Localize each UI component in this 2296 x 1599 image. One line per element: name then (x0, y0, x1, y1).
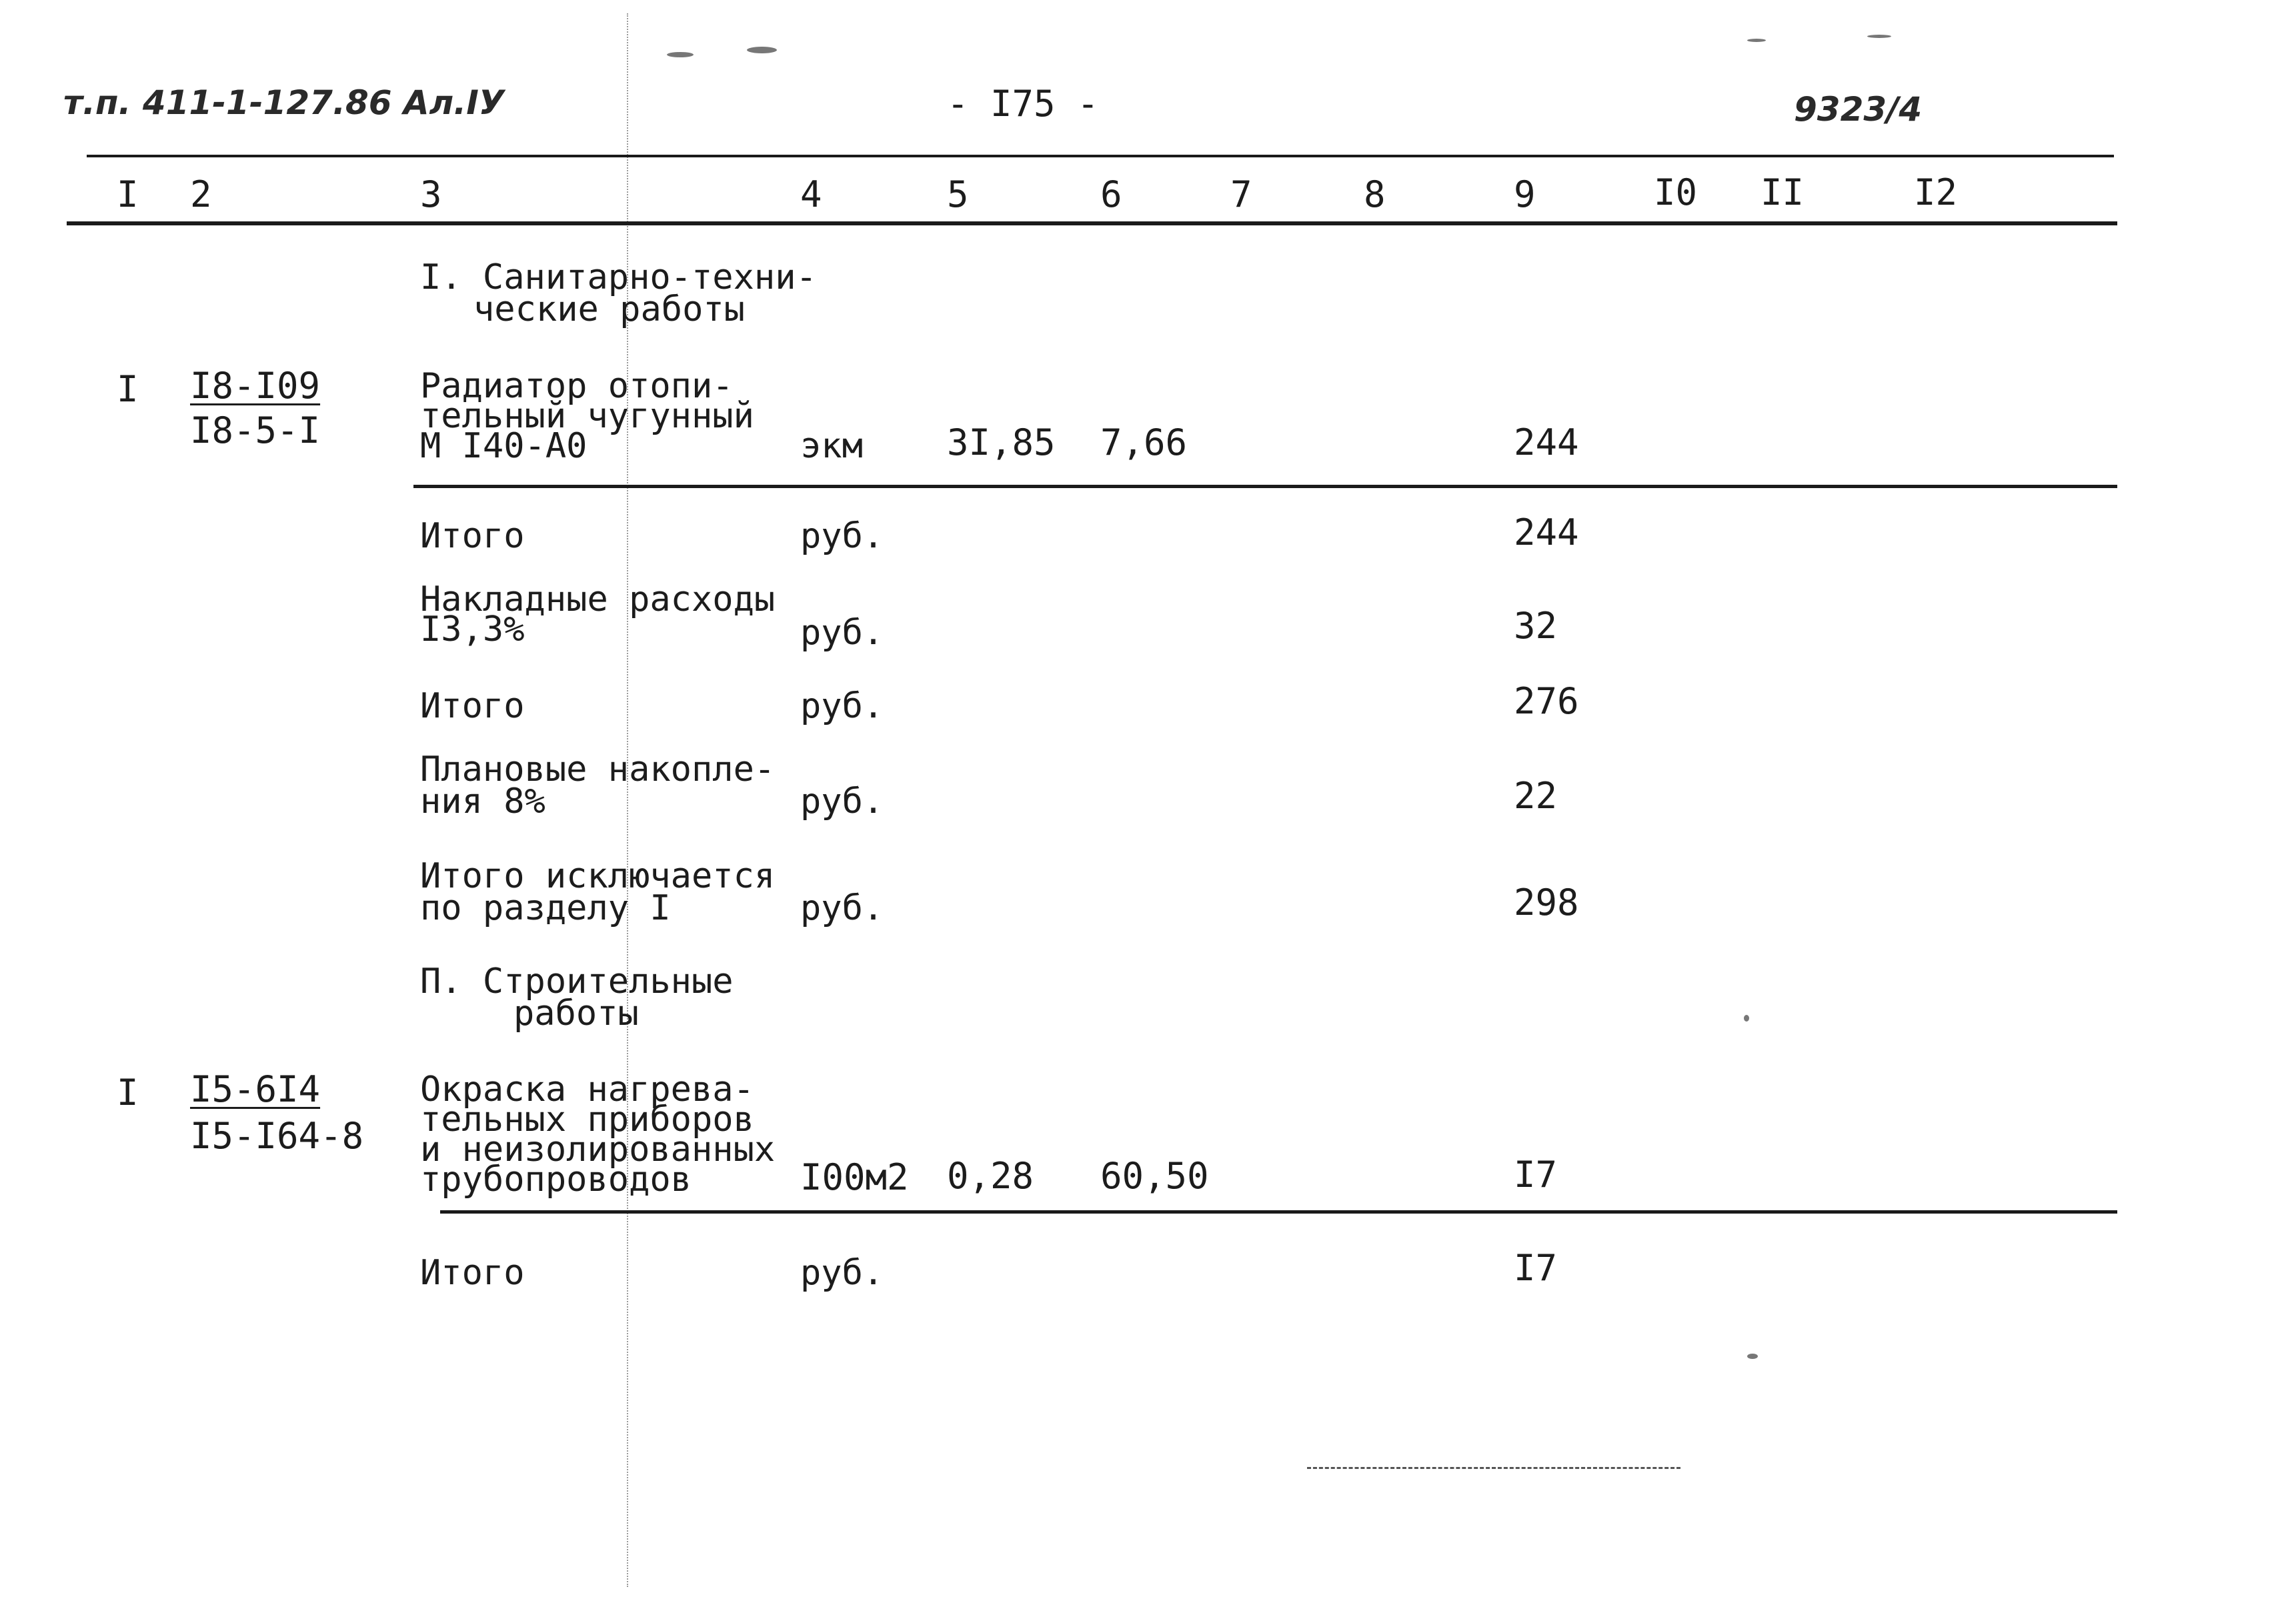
column-number: 9 (1514, 173, 1536, 215)
scan-speck (1867, 35, 1891, 38)
summary-label: Итого исключается (420, 856, 776, 896)
scan-speck (1747, 1354, 1758, 1359)
work-description-line: трубопроводов (420, 1160, 692, 1200)
work-description-line: тельный чугунный (420, 396, 754, 436)
total-cost: 244 (1514, 421, 1579, 463)
norm-code: I5-6I4 (190, 1068, 321, 1110)
summary-label: Накладные расходы (420, 579, 776, 619)
summary-label: Итого (420, 1253, 525, 1293)
summary-value: 276 (1514, 680, 1579, 722)
summary-value: 32 (1514, 605, 1558, 647)
summary-value: 244 (1514, 511, 1579, 553)
sheet-reference: 9323/4 (1794, 90, 1923, 129)
scan-artifact-dashes (1307, 1467, 1680, 1469)
summary-value: I7 (1514, 1247, 1558, 1289)
column-number: 3 (420, 173, 442, 215)
summary-label: Итого (420, 516, 525, 556)
summary-value: 22 (1514, 775, 1558, 817)
column-number: II (1761, 171, 1805, 213)
column-number: 2 (190, 173, 212, 215)
summary-unit: руб. (800, 516, 884, 556)
column-number: 6 (1100, 173, 1122, 215)
column-number: 8 (1364, 173, 1386, 215)
scan-speck (1747, 39, 1766, 42)
norm-code: I8-I09 (190, 365, 321, 407)
work-description-line: и неизолированных (420, 1130, 776, 1170)
section-title-line: I. Санитарно-техни- (420, 257, 817, 297)
summary-unit: руб. (800, 1253, 884, 1293)
scan-speck (667, 52, 694, 57)
summary-label: Итого (420, 686, 525, 726)
summary-label: I3,3% (420, 609, 525, 649)
unit-price: 7,66 (1100, 421, 1188, 463)
summary-label: ния 8% (420, 781, 545, 822)
work-description-line: М I40-А0 (420, 426, 588, 466)
page-number: - I75 - (947, 83, 1099, 125)
scan-speck (747, 47, 777, 53)
quantity: 3I,85 (947, 421, 1056, 463)
total-cost: I7 (1514, 1154, 1558, 1196)
scan-speck (1744, 1015, 1749, 1022)
summary-unit: руб. (800, 888, 884, 928)
column-number: 5 (947, 173, 969, 215)
section-title-line: работы (513, 994, 639, 1034)
column-number: I2 (1914, 171, 1958, 213)
work-description-line: Окраска нагрева- (420, 1070, 754, 1110)
header-rule (87, 155, 2114, 157)
work-description-line: Радиатор отопи- (420, 366, 734, 406)
summary-unit: руб. (800, 686, 884, 726)
summary-label: по разделу I (420, 888, 671, 928)
item-rule (413, 485, 2117, 488)
summary-unit: руб. (800, 613, 884, 653)
summary-value: 298 (1514, 882, 1579, 924)
column-number: 7 (1230, 173, 1252, 215)
quantity: 0,28 (947, 1155, 1034, 1197)
section-title-line: ческие работы (473, 289, 745, 329)
column-header-rule (67, 221, 2117, 225)
column-number: I0 (1654, 171, 1698, 213)
unit-price: 60,50 (1100, 1155, 1209, 1197)
row-number: I (117, 1072, 139, 1114)
price-code: I8-5-I (190, 409, 321, 451)
document-reference: т.п. 411-1-127.86 Ал.IУ (63, 83, 505, 122)
column-number: 4 (800, 173, 822, 215)
price-code: I5-I64-8 (190, 1115, 364, 1157)
column-number: I (117, 173, 139, 215)
summary-unit: руб. (800, 781, 884, 822)
fold-line (627, 13, 628, 1587)
work-description-line: тельных приборов (420, 1100, 754, 1140)
section-title-line: П. Строительные (420, 962, 734, 1002)
unit-of-measure: экм (800, 426, 863, 466)
summary-label: Плановые накопле- (420, 749, 776, 789)
item-rule (440, 1210, 2117, 1214)
row-number: I (117, 368, 139, 410)
unit-of-measure: I00м2 (800, 1156, 909, 1198)
